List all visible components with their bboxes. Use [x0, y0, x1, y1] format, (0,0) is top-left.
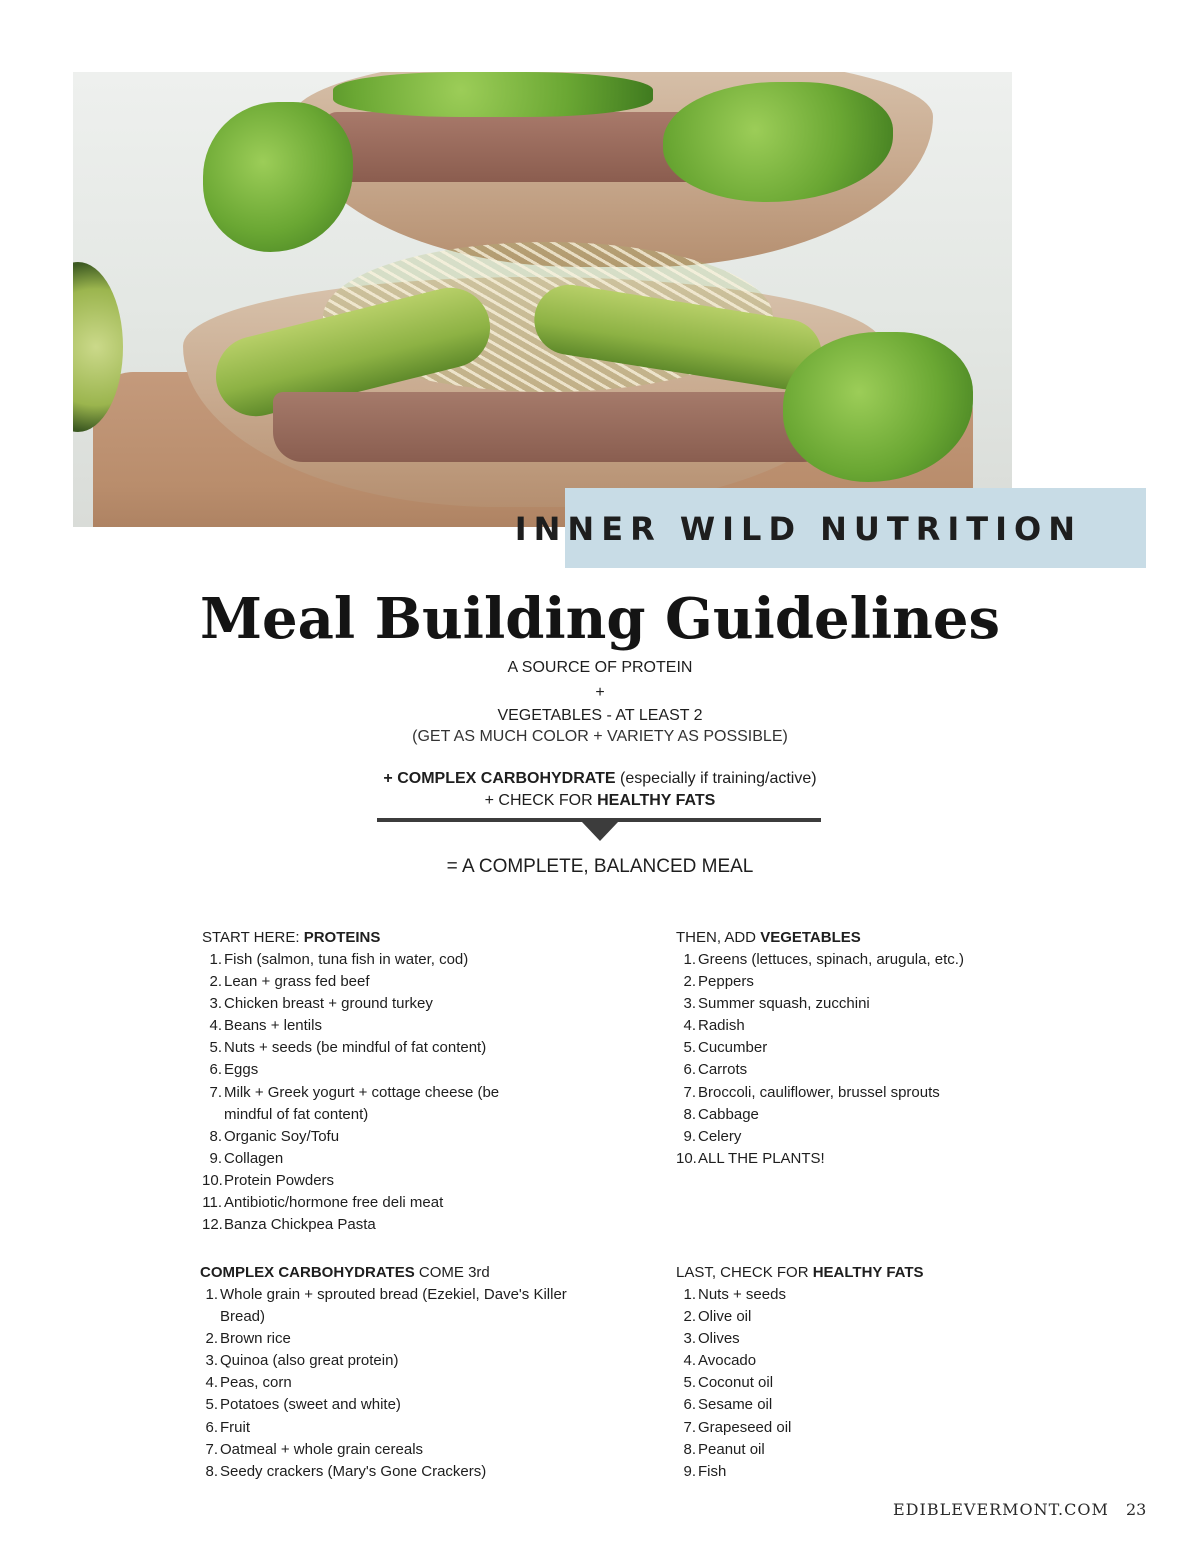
list-item-number: 3. [683, 995, 696, 1013]
list-item [200, 1461, 570, 1483]
formula-fat-bold: HEALTHY FATS [597, 792, 716, 809]
formula-carbohydrate [0, 770, 1200, 788]
heading-prefix: LAST, CHECK FOR [676, 1264, 813, 1281]
lettuce-leaf [333, 72, 653, 117]
list-item-text: Beans + lentils [224, 1017, 322, 1035]
list-item [676, 971, 1006, 993]
section-heading [202, 927, 542, 949]
list-item-text: Carrots [698, 1061, 748, 1079]
list-item-text: Milk + Greek yogurt + cottage cheese (be mindful of fat content) [224, 1083, 500, 1123]
list-item-number: 10. [202, 1171, 223, 1189]
list-item-number: 3. [209, 995, 222, 1013]
list-item-text: Peppers [698, 973, 754, 991]
list-item-text: Fish [698, 1462, 727, 1480]
heading-bold: HEALTHY FATS [812, 1264, 924, 1281]
list-item-number: 9. [683, 1127, 696, 1145]
list-item-text: Peanut oil [698, 1440, 765, 1458]
list-item [676, 1372, 976, 1394]
list-item [676, 1461, 976, 1483]
list-item-number: 10. [676, 1149, 697, 1167]
vegetables-list [676, 949, 1006, 1170]
brand-banner [514, 488, 1146, 568]
list-item-number: 4. [209, 1017, 222, 1035]
heading-suffix: COME 3rd [414, 1264, 490, 1281]
list-item-text: Cabbage [698, 1105, 759, 1123]
list-item-text: Eggs [224, 1061, 259, 1079]
heading-bold: COMPLEX CARBOHYDRATES [200, 1264, 415, 1281]
list-item-number: 1. [205, 1286, 218, 1303]
list-item-text: Summer squash, zucchini [698, 995, 870, 1013]
list-item-text: Nuts + seeds [698, 1286, 786, 1303]
list-item-number: 4. [205, 1374, 218, 1392]
formula-fat-prefix: + CHECK FOR [484, 792, 598, 809]
list-item-text: Sesame oil [698, 1396, 773, 1414]
list-item-text: Chicken breast + ground turkey [224, 995, 433, 1013]
list-item [676, 993, 1006, 1015]
hero-photo-pita-sandwich [73, 72, 1012, 527]
sandwich-filling-bottom [273, 392, 833, 462]
list-item [676, 1306, 976, 1328]
list-item [200, 1394, 570, 1416]
list-item [202, 993, 542, 1015]
list-item-number: 4. [683, 1017, 696, 1035]
list-item-number: 8. [683, 1440, 696, 1458]
fats-section [676, 1262, 976, 1483]
list-item-text: Potatoes (sweet and white) [220, 1396, 401, 1414]
list-item-number: 1. [209, 951, 222, 968]
list-item-text: Broccoli, cauliflower, brussel sprouts [698, 1083, 940, 1101]
list-item-text: Coconut oil [698, 1374, 774, 1392]
list-item [202, 1148, 542, 1170]
list-item-text: Celery [698, 1127, 742, 1145]
list-item [676, 1394, 976, 1416]
formula-plus: + [595, 684, 605, 701]
list-item [676, 1148, 1006, 1170]
fats-list [676, 1284, 976, 1483]
list-item-text: Fish (salmon, tuna fish in water, cod) [224, 951, 469, 968]
list-item-text: ALL THE PLANTS! [698, 1149, 825, 1167]
formula-color-note: (GET AS MUCH COLOR + VARIETY AS POSSIBLE) [412, 728, 788, 745]
list-item [676, 1104, 1006, 1126]
heading-prefix: START HERE: [202, 929, 304, 946]
list-item-number: 4. [683, 1352, 696, 1370]
list-item-number: 7. [683, 1083, 696, 1101]
page-number: 23 [1126, 1500, 1147, 1519]
heading-bold: PROTEINS [303, 929, 381, 946]
proteins-list [202, 949, 542, 1236]
list-item [202, 1214, 542, 1236]
footer-website: EDIBLEVERMONT.COM [893, 1500, 1109, 1519]
heading-bold: VEGETABLES [760, 929, 861, 946]
list-item [202, 1126, 542, 1148]
list-item [202, 1082, 542, 1126]
list-item-text: Antibiotic/hormone free deli meat [224, 1194, 444, 1212]
list-item-text: Greens (lettuces, spinach, arugula, etc.) [698, 951, 964, 968]
vegetables-section [676, 927, 1006, 1170]
list-item-text: Protein Powders [224, 1171, 335, 1189]
list-item [676, 1082, 1006, 1104]
list-item-text: Lean + grass fed beef [224, 973, 370, 991]
list-item-text: Grapeseed oil [698, 1418, 792, 1436]
list-item [676, 1126, 1006, 1148]
list-item-text: Brown rice [220, 1330, 291, 1348]
formula-carb-bold: + COMPLEX CARBOHYDRATE [383, 770, 616, 787]
list-item [200, 1417, 570, 1439]
list-item-number: 1. [683, 1286, 696, 1303]
list-item-number: 6. [209, 1061, 222, 1079]
list-item [676, 1439, 976, 1461]
list-item-number: 5. [209, 1039, 222, 1057]
lettuce-leaf [203, 102, 353, 252]
formula-carb-note: (especially if training/active) [615, 770, 817, 787]
list-item-text: Whole grain + sprouted bread (Ezekiel, Dave's Killer Bread) [220, 1286, 567, 1326]
proteins-section [202, 927, 542, 1236]
list-item-number: 2. [209, 973, 222, 991]
list-item-text: Olive oil [698, 1308, 752, 1326]
carbohydrates-list [200, 1284, 570, 1483]
list-item-text: Seedy crackers (Mary's Gone Crackers) [220, 1462, 487, 1480]
list-item-number: 3. [683, 1330, 696, 1348]
list-item-number: 7. [683, 1418, 696, 1436]
list-item [202, 971, 542, 993]
list-item-text: Collagen [224, 1149, 284, 1167]
list-item [200, 1439, 570, 1461]
list-item-text: Nuts + seeds (be mindful of fat content) [224, 1039, 487, 1057]
list-item-number: 7. [205, 1440, 218, 1458]
page-title: Meal Building Guidelines [199, 586, 1001, 652]
list-item [202, 1059, 542, 1081]
list-item-text: Oatmeal + whole grain cereals [220, 1440, 424, 1458]
list-item-number: 9. [683, 1462, 696, 1480]
formula-fats [0, 792, 1200, 810]
list-item [676, 1037, 1006, 1059]
list-item [202, 1192, 542, 1214]
list-item-number: 6. [683, 1061, 696, 1079]
list-item-text: Fruit [220, 1418, 250, 1436]
list-item-text: Quinoa (also great protein) [220, 1352, 399, 1370]
formula-protein: A SOURCE OF PROTEIN [507, 659, 693, 676]
list-item [202, 1037, 542, 1059]
down-arrow-icon [582, 822, 618, 841]
list-item-number: 8. [209, 1127, 222, 1145]
list-item-text: Banza Chickpea Pasta [224, 1216, 376, 1234]
section-heading [200, 1262, 570, 1284]
list-item [676, 1015, 1006, 1037]
list-item-number: 12. [202, 1216, 223, 1234]
list-item-number: 2. [683, 973, 696, 991]
list-item-number: 5. [683, 1374, 696, 1392]
list-item-text: Olives [698, 1330, 740, 1348]
list-item-number: 5. [205, 1396, 218, 1414]
list-item [202, 1015, 542, 1037]
list-item-text: Radish [698, 1017, 745, 1035]
section-heading [676, 1262, 976, 1284]
list-item-text: Avocado [698, 1352, 757, 1370]
list-item-number: 3. [205, 1352, 218, 1370]
list-item-text: Cucumber [698, 1039, 768, 1057]
list-item [202, 949, 542, 971]
list-item-text: Peas, corn [220, 1374, 292, 1392]
list-item [200, 1328, 570, 1350]
heading-prefix: THEN, ADD [676, 929, 761, 946]
section-heading [676, 927, 1006, 949]
list-item-number: 5. [683, 1039, 696, 1057]
list-item-text: Organic Soy/Tofu [224, 1127, 340, 1145]
list-item-number: 8. [205, 1462, 218, 1480]
list-item [676, 1350, 976, 1372]
list-item-number: 2. [683, 1308, 696, 1326]
list-item [676, 1417, 976, 1439]
formula-result: = A COMPLETE, BALANCED MEAL [446, 856, 754, 877]
brand-name: INNER WILD NUTRITION [514, 510, 1082, 548]
list-item-number: 11. [202, 1194, 222, 1212]
list-item [200, 1284, 570, 1328]
list-item-number: 6. [683, 1396, 696, 1414]
list-item-number: 1. [683, 951, 696, 968]
carbohydrates-section [200, 1262, 570, 1483]
list-item [676, 1059, 1006, 1081]
list-item [676, 949, 1006, 971]
list-item [200, 1372, 570, 1394]
list-item-number: 2. [205, 1330, 218, 1348]
list-item [200, 1350, 570, 1372]
list-item-number: 7. [209, 1083, 222, 1101]
formula-vegetables: VEGETABLES - AT LEAST 2 [497, 707, 703, 724]
list-item-number: 9. [209, 1149, 222, 1167]
list-item [202, 1170, 542, 1192]
list-item-number: 6. [205, 1418, 218, 1436]
list-item [676, 1284, 976, 1306]
list-item [676, 1328, 976, 1350]
list-item-number: 8. [683, 1105, 696, 1123]
